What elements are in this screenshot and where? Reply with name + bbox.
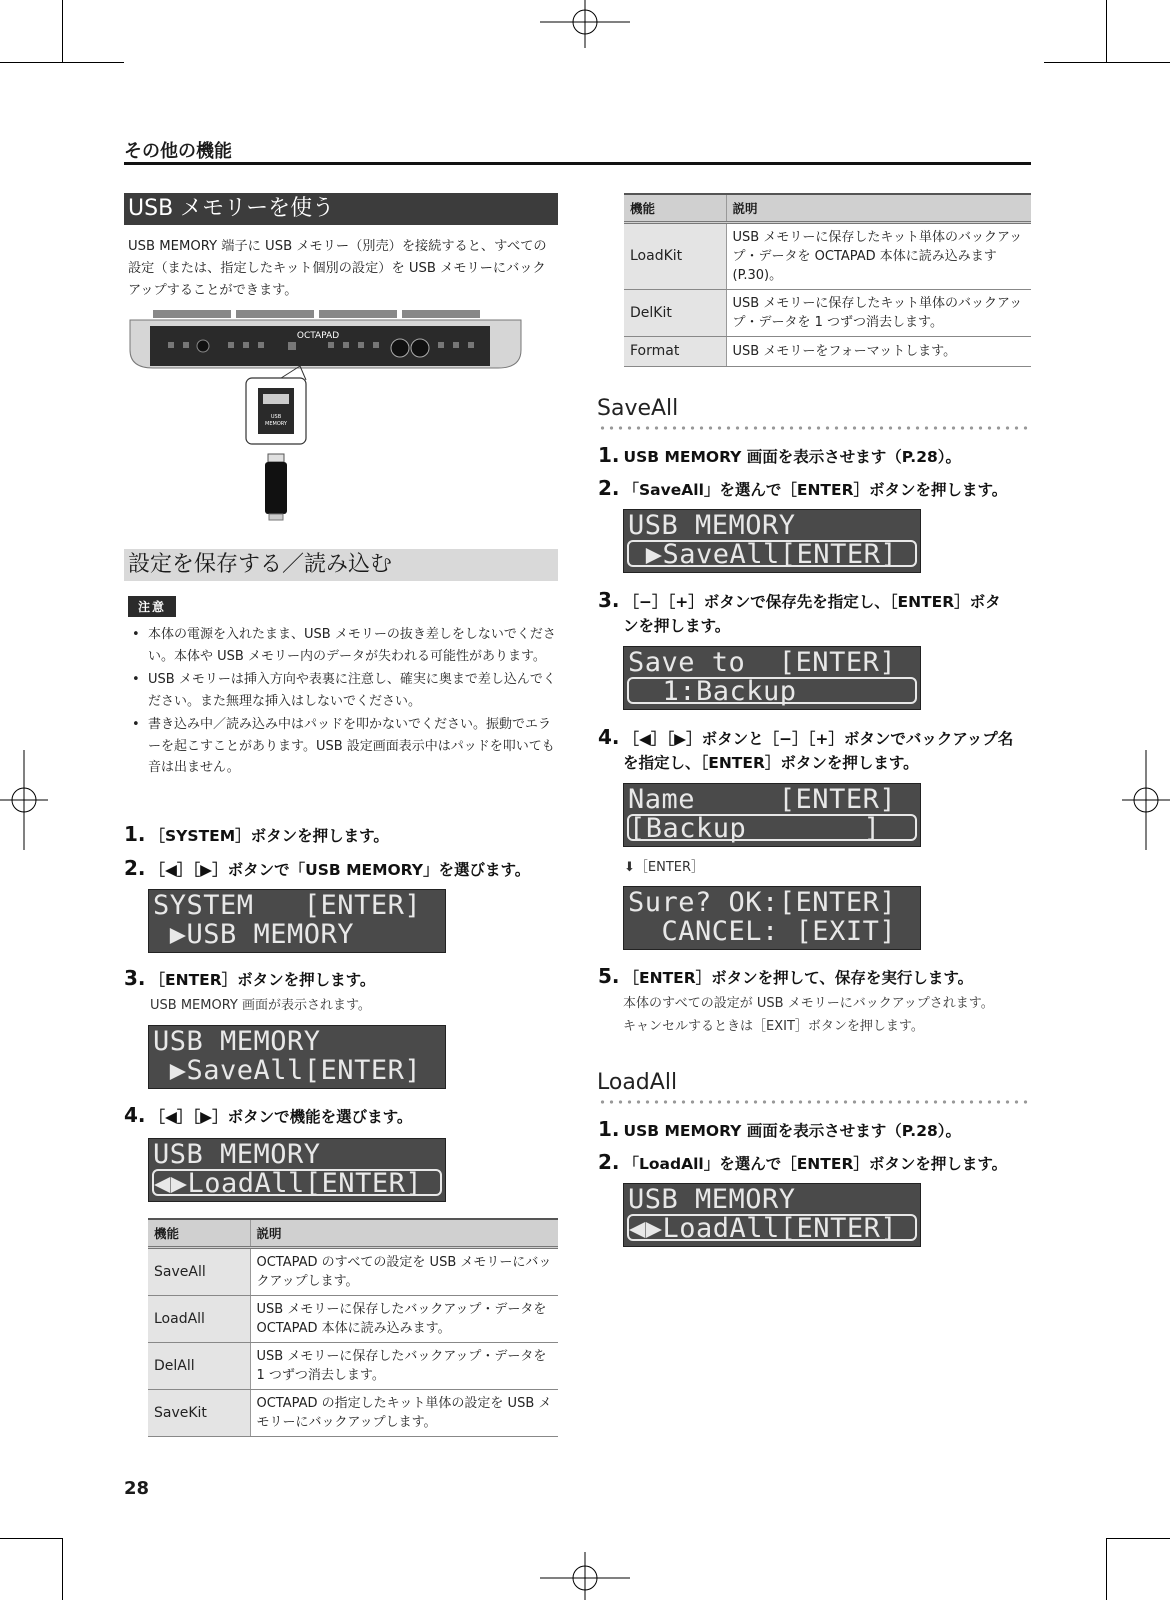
saveall-dotted-rule xyxy=(598,426,1031,430)
lcd-save-to xyxy=(623,646,921,710)
lcd-sure xyxy=(623,886,921,950)
registration-mark-right xyxy=(1120,750,1170,850)
caution-item: • USB メモリーは挿入方向や表裏に注意し、確実に奥まで差し込んでください。また無理な挿入はしないでください。 xyxy=(128,669,558,712)
lcd-line-1: Name [ENTER] xyxy=(628,784,897,815)
lcd-usb-memory-loadall xyxy=(148,1138,446,1202)
lcd-line-1: USB MEMORY xyxy=(628,510,796,541)
left-step-2: 2. ［◀］［▶］ボタンで「USB MEMORY」を選びます。 xyxy=(124,856,531,880)
lcd-line-1: SYSTEM [ENTER] xyxy=(153,890,422,921)
page-number: 28 xyxy=(124,1478,150,1499)
function-table-left xyxy=(148,1218,558,1437)
loadall-heading: LoadAll xyxy=(597,1070,678,1095)
left-step-1: 1. ［SYSTEM］ボタンを押します。 xyxy=(124,822,389,846)
left-step-4: 4. ［◀］［▶］ボタンで機能を選びます。 xyxy=(124,1103,413,1127)
lcd-line-1: USB MEMORY xyxy=(628,1184,796,1215)
right-step-4-cont: を指定し、［ENTER］ボタンを押します。 xyxy=(623,754,919,772)
port-label-line2: MEMORY xyxy=(265,421,287,427)
table-row: SaveAll OCTAPAD のすべての設定を USB メモリーにバックアップします。 xyxy=(148,1248,558,1296)
right-step-1: 1. USB MEMORY 画面を表示させます（P.28）。 xyxy=(598,443,962,467)
lcd-name xyxy=(623,783,921,847)
table-row: LoadAll USB メモリーに保存したバックアップ・データを OCTAPAD 本体に読み込みます。 xyxy=(148,1296,558,1343)
registration-mark-bottom xyxy=(540,1550,630,1600)
save-load-heading: 設定を保存する／読み込む xyxy=(124,549,558,581)
registration-mark-left xyxy=(0,750,50,850)
enter-arrow-note: ⬇［ENTER］ xyxy=(624,860,705,875)
lcd-line-1: Sure? OK:[ENTER] xyxy=(628,887,897,918)
lcd-saveall-select xyxy=(623,509,921,573)
right-step-5: 5. ［ENTER］ボタンを押して、保存を実行します。 xyxy=(598,964,974,988)
loadall-step-2: 2. 「LoadAll」を選んで［ENTER］ボタンを押します。 xyxy=(598,1150,1008,1174)
table-row: DelAll USB メモリーに保存したバックアップ・データを 1 つずつ消去します。 xyxy=(148,1343,558,1390)
lcd-line-2: ◀▶LoadAll[ENTER] xyxy=(627,1214,917,1241)
function-table-right xyxy=(624,193,1031,367)
lcd-line-2: 1:Backup xyxy=(627,677,917,704)
lcd-line-2: ◀▶LoadAll[ENTER] xyxy=(152,1169,442,1196)
right-step-3-cont: ンを押します。 xyxy=(623,617,731,635)
table-row: SaveKit OCTAPAD の指定したキット単体の設定を USB メモリーにバックアップします。 xyxy=(148,1390,558,1437)
right-step-5-note-1: 本体のすべての設定が USB メモリーにバックアップされます。 xyxy=(623,996,994,1011)
lcd-line-1: USB MEMORY xyxy=(153,1026,321,1057)
caution-badge: 注意 xyxy=(128,596,176,617)
lcd-line-2: CANCEL: [EXIT] xyxy=(628,916,897,947)
lcd-line-2: ▶SaveAll[ENTER] xyxy=(153,1055,422,1086)
left-step-3-note: USB MEMORY 画面が表示されます。 xyxy=(150,998,371,1013)
col-function: 機能 xyxy=(148,1219,250,1248)
caution-list xyxy=(128,624,558,781)
lcd-system-menu xyxy=(148,889,446,953)
lcd-line-2: ▶USB MEMORY xyxy=(153,919,355,950)
lcd-line-2: [Backup ] xyxy=(627,814,917,841)
col-description: 説明 xyxy=(726,194,1031,223)
lcd-loadall-select xyxy=(623,1183,921,1247)
panel-brand: OCTAPAD xyxy=(296,331,340,341)
caution-item: • 本体の電源を入れたまま、USB メモリーの抜き差しをしないでください。本体や USB メモリー内のデータが失われる可能性があります。 xyxy=(128,624,558,667)
lcd-line-1: USB MEMORY xyxy=(153,1139,321,1170)
octapad-rear-panel-illustration xyxy=(128,308,523,528)
table-row: DelKit USB メモリーに保存したキット単体のバックアップ・データを 1 つずつ消去します。 xyxy=(624,290,1031,337)
section-title: その他の機能 xyxy=(124,141,232,162)
registration-mark-top xyxy=(540,0,630,50)
right-step-5-note-2: キャンセルするときは［EXIT］ボタンを押します。 xyxy=(623,1019,924,1034)
col-description: 説明 xyxy=(250,1219,558,1248)
lcd-line-2: ▶SaveAll[ENTER] xyxy=(627,540,917,567)
lcd-line-1: Save to [ENTER] xyxy=(628,647,897,678)
right-step-2: 2. 「SaveAll」を選んで［ENTER］ボタンを押します。 xyxy=(598,476,1008,500)
saveall-heading: SaveAll xyxy=(597,396,679,421)
right-step-3: 3. ［−］［+］ボタンで保存先を指定し、［ENTER］ボタ xyxy=(598,588,1001,612)
port-label-line1: USB xyxy=(270,414,282,420)
usb-heading: USB メモリーを使う xyxy=(124,193,558,225)
usb-intro: USB MEMORY 端子に USB メモリー（別売）を接続すると、すべての設定（または、指定したキット個別の設定）を USB メモリーにバックアップすることができます。 xyxy=(128,239,547,298)
section-rule xyxy=(124,162,1031,165)
col-function: 機能 xyxy=(624,194,726,223)
loadall-step-1: 1. USB MEMORY 画面を表示させます（P.28）。 xyxy=(598,1117,962,1141)
caution-item: • 書き込み中／読み込み中はパッドを叩かないでください。振動でエラーを起こすことがあります。USB 設定画面表示中はパッドを叩いても音は出ません。 xyxy=(128,714,558,779)
loadall-dotted-rule xyxy=(598,1100,1031,1104)
section-header xyxy=(124,137,1031,163)
table-row: LoadKit USB メモリーに保存したキット単体のバックアップ・データを OCTAPAD 本体に読み込みます (P.30)。 xyxy=(624,223,1031,290)
table-row: Format USB メモリーをフォーマットします。 xyxy=(624,337,1031,367)
lcd-usb-memory-saveall xyxy=(148,1025,446,1089)
left-step-3: 3. ［ENTER］ボタンを押します。 xyxy=(124,966,376,990)
right-step-4: 4. ［◀］［▶］ボタンと［−］［+］ボタンでバックアップ名 xyxy=(598,725,1014,749)
